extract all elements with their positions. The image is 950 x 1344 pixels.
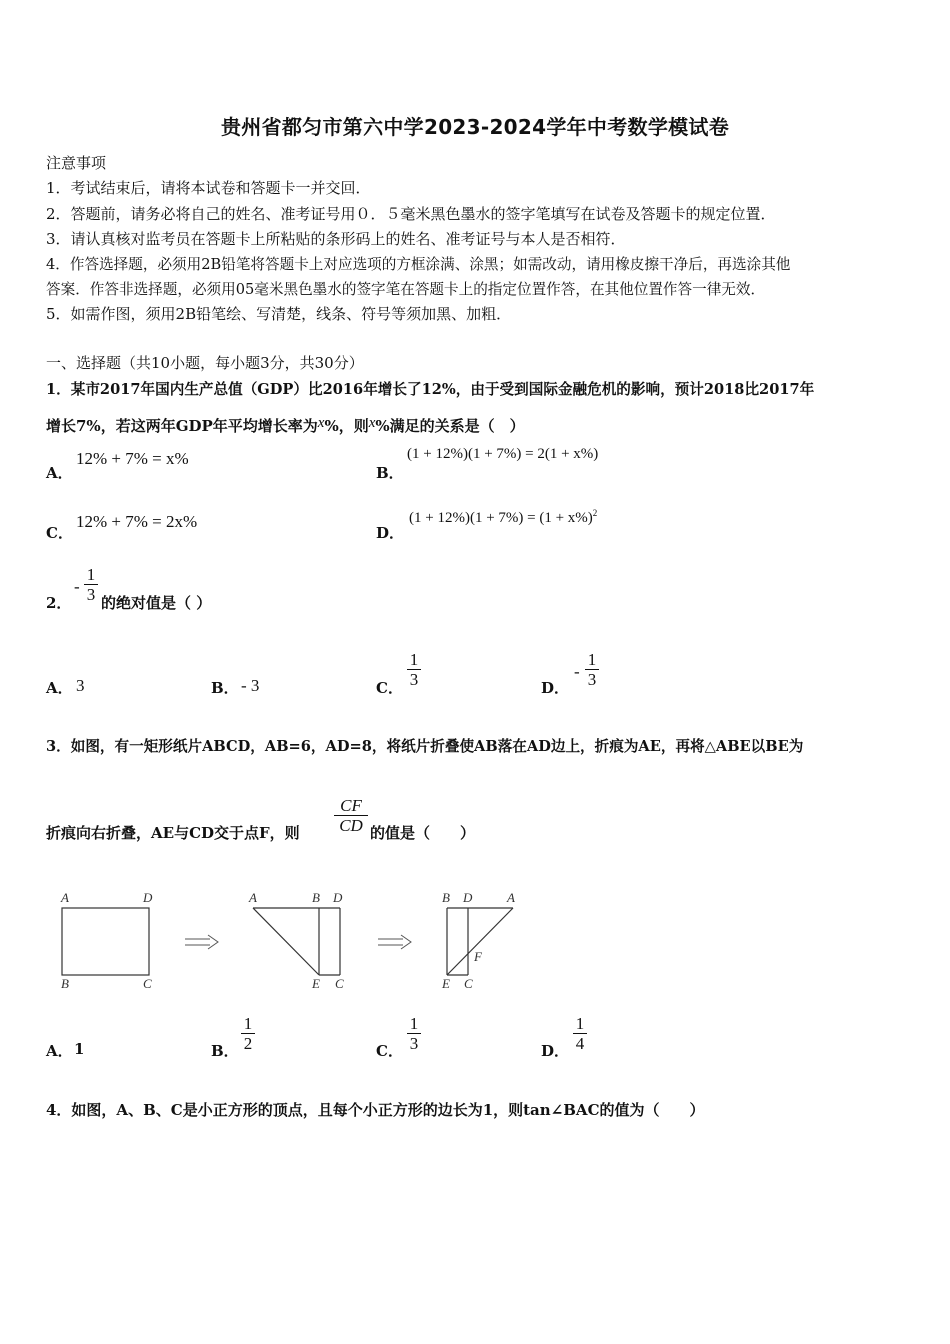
option-c-label[interactable]: C． <box>46 524 73 542</box>
fig2-label-d: D <box>333 890 343 905</box>
q2-option-d-sign: - <box>574 662 580 681</box>
q2-option-d-fraction: 1 3 <box>585 650 599 689</box>
fig2-label-c: C <box>335 976 344 991</box>
question-2-fraction: 1 3 <box>84 565 98 604</box>
notice-item: 4．作答选择题，必须用2B铅笔将答题卡上对应选项的方框涂满、涂黑；如需改动，请用橡皮擦干净后，再选涂其他 <box>46 256 791 273</box>
notice-item: 1．考试结束后，请将本试卷和答题卡一并交回． <box>46 179 371 197</box>
option-b-math: (1 + 12%)(1 + 7%) = 2(1 + x%) <box>407 446 599 462</box>
option-c-math: 12% + 7% = 2x% <box>76 512 198 531</box>
fig2-label-e: E <box>312 976 320 991</box>
question-3-fraction: CF CD <box>334 796 368 835</box>
q2-option-a-label[interactable]: A． <box>46 679 73 697</box>
question-3-figure <box>50 885 540 995</box>
question-4-text: 4．如图，A、B、C是小正方形的顶点，且每个小正方形的边长为1，则tan∠BAC的值为（ ） <box>46 1101 705 1119</box>
q2-option-b-value: - 3 <box>241 676 260 695</box>
question-1-line2: 增长7%，若这两年GDP年平均增长率为x%，则x%满足的关系是（ ） <box>46 415 525 435</box>
fig1-label-c: C <box>143 976 152 991</box>
fig3-label-e: E <box>442 976 450 991</box>
q3-option-b-label[interactable]: B． <box>211 1042 239 1060</box>
notice-item: 5．如需作图，须用2B铅笔绘、写清楚，线条、符号等须加黑、加粗． <box>46 305 512 323</box>
option-a-math: 12% + 7% = x% <box>76 449 189 468</box>
q3-option-c-label[interactable]: C． <box>376 1042 403 1060</box>
option-d-label[interactable]: D． <box>376 524 405 542</box>
question-3-line2-end: 的值是（ ） <box>370 824 476 842</box>
arrow-icon <box>378 935 411 949</box>
q2-option-b-label[interactable]: B． <box>211 679 239 697</box>
q3-option-a-value: 1 <box>74 1040 85 1058</box>
question-2-sign: - <box>74 577 80 596</box>
fig1-label-b: B <box>61 976 69 991</box>
arrow-icon <box>185 935 218 949</box>
fig3-label-f: F <box>474 949 482 964</box>
q2-option-d-label[interactable]: D． <box>541 679 570 697</box>
question-3-line1: 3．如图，有一矩形纸片ABCD，AB=6，AD=8，将纸片折叠使AB落在AD边上，折痕为AE，再将△ABE以BE为 <box>46 738 804 755</box>
question-1-line1: 1．某市2017年国内生产总值（GDP）比2016年增长了12%，由于受到国际金融危机的影响，预计2018比2017年 <box>46 381 815 398</box>
question-2-text: 的绝对值是（ ） <box>101 594 212 612</box>
question-3-line2: 折痕向右折叠，AE与CD交于点F，则 <box>46 824 300 842</box>
fig1-label-a: A <box>61 890 69 905</box>
q3-option-c-fraction: 1 3 <box>407 1014 421 1053</box>
q2-option-c-label[interactable]: C． <box>376 679 403 697</box>
fig3-label-a: A <box>507 890 515 905</box>
notice-item: 答案．作答非选择题，必须用05毫米黑色墨水的签字笔在答题卡上的指定位置作答，在其他位置作答一律无效． <box>46 281 766 298</box>
q3-option-d-fraction: 1 4 <box>573 1014 587 1053</box>
option-a-label[interactable]: A． <box>46 464 73 482</box>
fig3-label-c: C <box>464 976 473 991</box>
fig2-label-a: A <box>249 890 257 905</box>
q2-option-c-fraction: 1 3 <box>407 650 421 689</box>
notice-heading: 注意事项 <box>46 154 107 172</box>
q3-option-a-label[interactable]: A． <box>46 1042 73 1060</box>
fig3-label-b: B <box>442 890 450 905</box>
question-2-number: 2． <box>46 594 72 612</box>
option-d-math: $(1 + 12\%)(1 + 7\%) = (1 + x\%)^2$ <box>409 508 598 526</box>
fig3-label-d: D <box>463 890 473 905</box>
figure-2-fold <box>248 890 344 991</box>
fig2-label-b: B <box>312 890 320 905</box>
option-b-label[interactable]: B． <box>376 464 404 482</box>
figure-3-fold <box>441 890 515 991</box>
notice-item: 3．请认真核对监考员在答题卡上所粘贴的条形码上的姓名、准考证号与本人是否相符． <box>46 230 626 248</box>
q3-option-b-fraction: 1 2 <box>241 1014 255 1053</box>
figure-1-rectangle <box>60 890 153 991</box>
notice-item: 2．答题前，请务必将自己的姓名、准考证号用０．５毫米黑色墨水的签字笔填写在试卷及答题卡的规定位置． <box>46 205 776 223</box>
section-heading: 一、选择题（共10小题，每小题3分，共30分） <box>46 354 364 372</box>
q3-option-d-label[interactable]: D． <box>541 1042 570 1060</box>
fig1-label-d: D <box>143 890 153 905</box>
page-title: 贵州省都匀市第六中学2023-2024学年中考数学模试卷 <box>220 115 730 139</box>
q2-option-a-value: 3 <box>76 676 85 695</box>
